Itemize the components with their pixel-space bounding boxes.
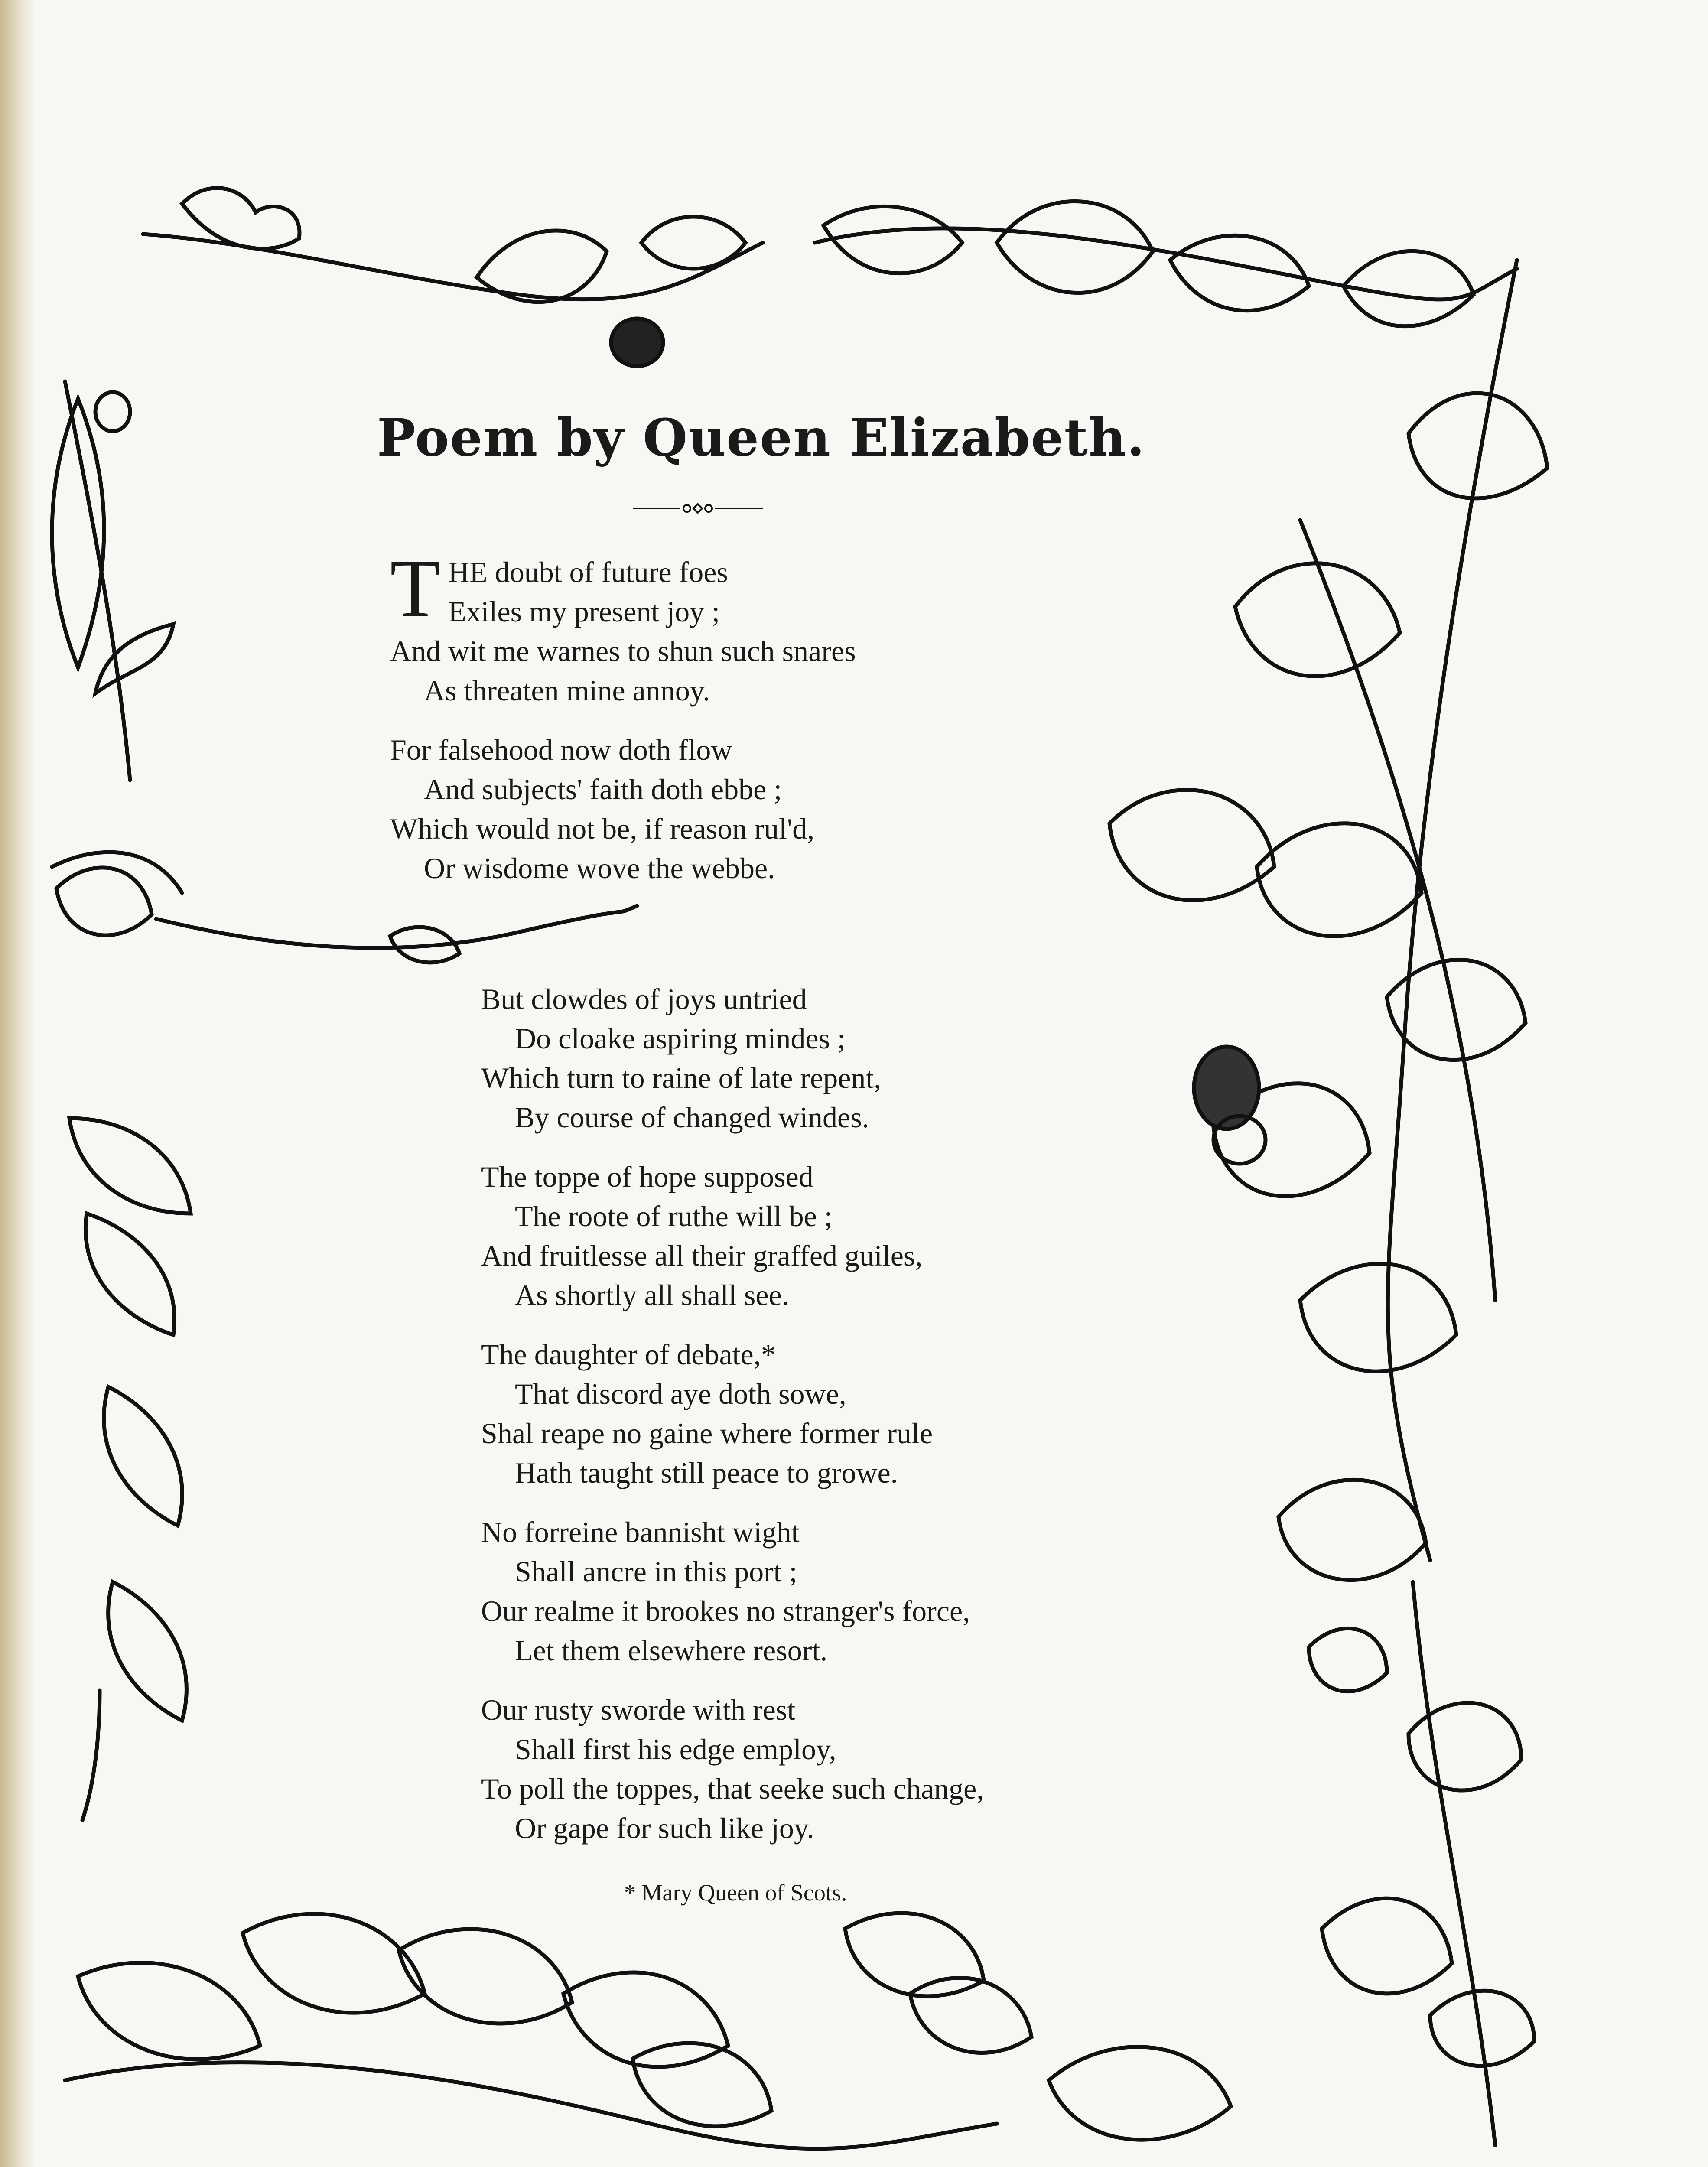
poem-line: To poll the toppes, that seeke such change,	[481, 1772, 984, 1805]
poem-line: And fruitlesse all their graffed guiles,	[481, 1239, 923, 1272]
stanza	[481, 979, 984, 1137]
poem-line: Do cloake aspiring mindes ;	[515, 1022, 846, 1055]
poem-line: The daughter of debate,*	[481, 1338, 776, 1371]
stanza	[481, 1690, 984, 1848]
poem-line: Shal reape no gaine where former rule	[481, 1417, 933, 1450]
stanza	[390, 730, 856, 888]
poem-line: Which would not be, if reason rul'd,	[390, 812, 815, 845]
poem-line: Which turn to raine of late repent,	[481, 1061, 882, 1094]
poem-line: The toppe of hope supposed	[481, 1160, 813, 1193]
poem-continued-stanzas	[481, 979, 984, 1868]
poem-line: Our realme it brookes no stranger's force,	[481, 1594, 970, 1627]
poem-line: As threaten mine annoy.	[424, 674, 710, 707]
drop-cap: T	[390, 543, 441, 634]
poem-line: Or gape for such like joy.	[515, 1812, 814, 1845]
poem-line: No forreine bannisht wight	[481, 1516, 800, 1549]
poem-line: By course of changed windes.	[515, 1101, 869, 1134]
stanza	[481, 1513, 984, 1670]
stanza	[481, 1335, 984, 1493]
poem-line: Shall first his edge employ,	[515, 1733, 836, 1766]
poem-line: Hath taught still peace to growe.	[515, 1456, 898, 1489]
poem-line: Our rusty sworde with rest	[481, 1693, 796, 1726]
poem-line: Or wisdome wove the webbe.	[424, 852, 775, 885]
poem-line: Shall ancre in this port ;	[515, 1555, 797, 1588]
poem-line: As shortly all shall see.	[515, 1279, 789, 1311]
poem-line: For falsehood now doth flow	[390, 733, 732, 766]
poem-line: And wit me warnes to shun such snares	[390, 634, 856, 667]
title-flourish-ornament	[633, 498, 763, 519]
stanza	[390, 543, 856, 710]
poem-line: That discord aye doth sowe,	[515, 1377, 846, 1410]
footnote: * Mary Queen of Scots.	[624, 1880, 847, 1906]
poem-line: And subjects' faith doth ebbe ;	[424, 773, 782, 806]
poem-line: The roote of ruthe will be ;	[515, 1200, 833, 1233]
poem-line: Let them elsewhere resort.	[515, 1634, 828, 1667]
poem-opening-stanzas	[390, 543, 856, 908]
poem-line: But clowdes of joys untried	[481, 983, 807, 1015]
poem-title: Poem by Queen Elizabeth.	[377, 407, 1146, 468]
poem-line: HE doubt of future foes	[448, 556, 728, 589]
stanza	[481, 1157, 984, 1315]
poem-line: Exiles my present joy ;	[448, 595, 720, 628]
